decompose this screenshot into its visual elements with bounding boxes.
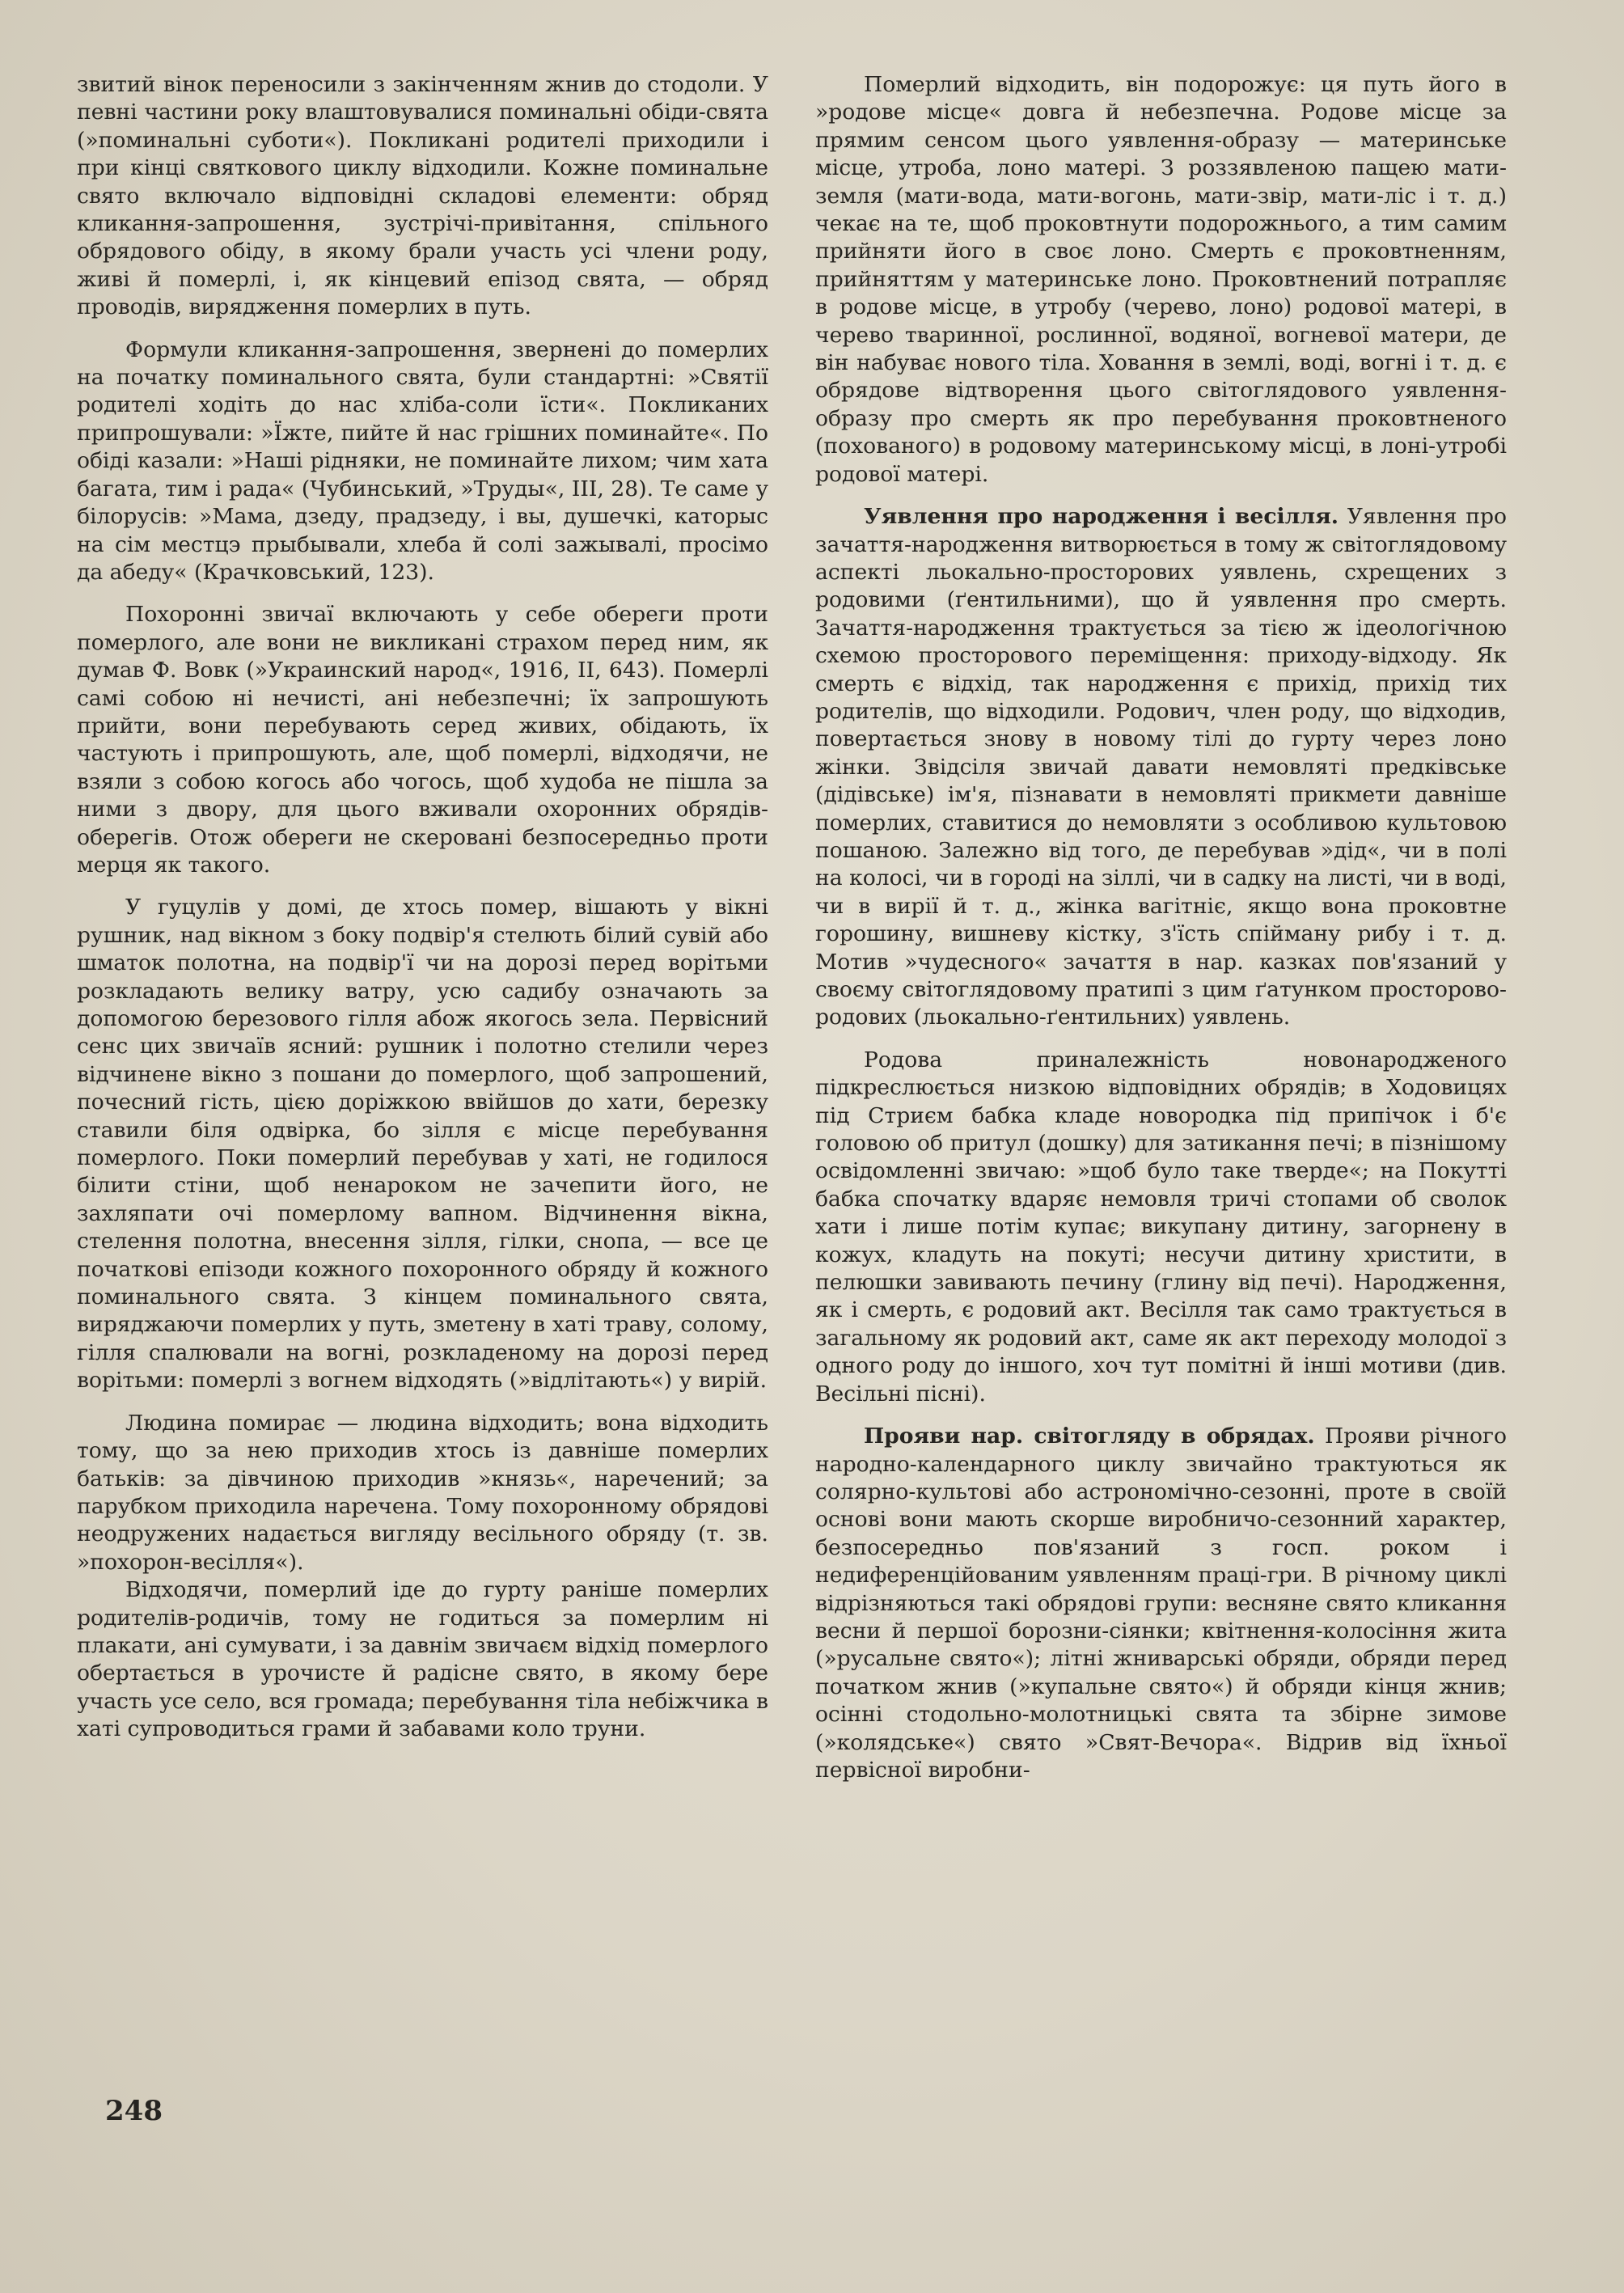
section-heading-birth-wedding: Уявлення про народження і весілля. bbox=[864, 504, 1339, 530]
right-paragraph-2: Уявлення про народження і весілля. Уявлення про зачаття-народження витворюється в тому ж світоглядовому аспекті льокально-просторових уявлень, схрещених з родовими (ґентильними), що й уявлення про смерть. Зачаття-народження трактується за тією ж ідеологічною схемою просторового переміщення: приходу-відходу. Як смерть є відхід, так народження є прихід, прихід тих родителів, що відходили. Родович, член роду, що відходив, повертається знову в новому тілі до гурту через лоно жінки. Звідсіля звичай давати немовляті предківське (дідівське) ім'я, пізнавати в немовляті прикмети давніше померлих, ставитися до немовляти з особливою культовою пошаною. Залежно від того, де перебував »дід«, чи в полі на колосі, чи в городі на зіллі, чи в садку на листі, чи в воді, чи в вирії й т. д., жінка вагітніє, якщо вона проковтне горошину, вишневу кістку, з'їсть спійману рибу і т. д. Мотив »чудесного« зачаття в нар. казках пов'язаний у своєму світоглядовому пратипі з цим ґатунком просторово-родових (льокально-ґентильних) уявлень. bbox=[815, 504, 1507, 1030]
left-paragraph-6: Відходячи, померлий іде до гурту раніше померлих родителів-родичів, тому не годиться за померлим ні плакати, ані сумувати, і за давнім звичаєм відхід померлого обертається в урочисте й радісне свято, в якому бере участь усе село, вся громада; перебування тіла небіжчика в хаті супроводиться грами й забавами коло труни. bbox=[77, 1577, 768, 1742]
right-paragraph-3: Родова приналежність новонародженого підкреслюється низкою відповідних обрядів; в Ходовицях під Стриєм бабка кладе новородка під припічок і б'є головою об притул (дошку) для затикання печі; в пізнішому освідомленні звичаю: »щоб було таке тверде«; на Покутті бабка спочатку вдаряє немовля тричі стопами об сволок хати і лише потім купає; викупану дитину, загорнену в кожух, кладуть на покуті; несучи дитину христити, в пелюшки завивають печину (глину від печі). Народження, як і смерть, є родовий акт. Весілля так само трактується в загальному як родовий акт, саме як акт переходу молодої з одного роду до іншого, хоч тут помітні й інші мотиви (див. Весільні пісні). bbox=[815, 1047, 1507, 1407]
left-paragraph-4: У гуцулів у домі, де хтось помер, вішають у вікні рушник, над вікном з боку подвір'я стелють білий сувій або шматок полотна, на подвір'ї чи на дорозі перед ворітьми розкладають велику ватру, усю садибу означають за допомогою березового гілля абож якогось зела. Первісний сенс цих звичаїв ясний: рушник і полотно стелили через відчинене вікно з пошани до померлого, щоб запрошений, почесний гість, цією доріжкою ввійшов до хати, березку ставили біля одвірка, бо зілля є місце перебування померлого. Поки померлий перебував у хаті, не годилося білити стіни, щоб ненароком не зачепити його, не захляпати очі померлому вапном. Відчинення вікна, стелення полотна, внесення зілля, гілки, снопа, — все це початкові епізоди кожного похоронного обряду й кожного поминального свята. З кінцем поминального свята, виряджаючи померлих у путь, зметену в хаті траву, солому, гілля спалювали на вогні, розкладеному на дорозі перед ворітьми: померлі з вогнем відходять (»відлітають«) у вирій. bbox=[77, 895, 768, 1394]
left-column bbox=[77, 71, 768, 1744]
page-number: 248 bbox=[105, 2095, 163, 2127]
section-heading-worldview-rituals: Прояви нар. світогляду в обрядах. bbox=[864, 1424, 1315, 1449]
left-paragraph-3: Похоронні звичаї включають у себе обереги проти померлого, але вони не викликані страхом перед ним, як думав Ф. Вовк (»Украинский народ«, 1916, II, 643). Померлі самі собою ні нечисті, ані небезпечні; їх запрошують прийти, вони перебувають серед живих, обідають, їх частують і припрошують, але, щоб померлі, відходячи, не взяли з собою когось або чогось, щоб худоба не пішла за ними з двору, для цього вживали охоронних обрядів-оберегів. Отож обереги не скеровані безпосередньо проти мерця як такого. bbox=[77, 602, 768, 878]
left-paragraph-2: Формули кликання-запрошення, звернені до померлих на початку поминального свята, були стандартні: »Святії родителі ходіть до нас хліба-соли їсти«. Покликаних припрошували: »Їжте, пийте й нас грішних поминайте«. По обіді казали: »Наші рідняки, не поминайте лихом; чим хата багата, тим і рада« (Чубинський, »Труды«, III, 28). Те саме у білорусів: »Мама, дзеду, прадзеду, і вы, душечкі, каторыс на сім местцэ прыбывали, хлеба й солі зажывалі, просімо да абеду« (Крачковський, 123). bbox=[77, 336, 768, 585]
right-paragraph-1: Померлий відходить, він подорожує: ця путь його в »родове місце« довга й небезпечна. Родове місце за прямим сенсом цього уявлення-образу — материнське місце, утроба, лоно матері. З роззявленою пащею мати-земля (мати-вода, мати-вогонь, мати-звір, мати-ліс і т. д.) чекає на те, щоб проковтнути подорожнього, а тим самим прийняти його в своє лоно. Смерть є проковтненням, прийняттям у материнське лоно. Проковтнений потрапляє в родове місце, в утробу (черево, лоно) родової матері, в черево тваринної, рослинної, водяної, вогневої матери, де він набуває нового тіла. Ховання в землі, воді, вогні і т. д. є обрядове відтворення цього світоглядового уявлення-образу про смерть як про перебування проковтненого (похованого) в родовому материнському місці, в лоні-утробі родової матері. bbox=[815, 72, 1507, 487]
left-paragraph-1: звитий вінок переносили з закінченням жнив до стодоли. У певні частини року влаштовувалися поминальні обіди-свята (»поминальні суботи«). Покликані родителі приходили і при кінці святкового циклу відходили. Кожне поминальне свято включало відповідні складові елементи: обряд кликання-запрошення, зустрічі-привітання, спільного обрядового обіду, в якому брали участь усі члени роду, живі й померлі, і, як кінцевий епізод свята, — обряд проводів, вирядження померлих в путь. bbox=[77, 72, 768, 320]
right-column bbox=[815, 71, 1507, 1784]
right-paragraph-4: Прояви нар. світогляду в обрядах. Прояви річного народно-календарного циклу звичайно трактуються як солярно-культові або астрономічно-сезонні, проте в своїй основі вони мають скорше виробничо-сезонний характер, безпосередньо пов'язаний з госп. роком і недиференційованим уявленням праці-гри. В річному циклі відрізняються такі обрядові групи: весняне свято кликання весни й першої борозни-сіянки; квітнення-колосіння жита (»русальне свято«); літні жниварські обряди, обряди перед початком жнив (»купальне свято«) й обряди кінця жнив; осінні стодольно-молотницькі свята та збірне зимове (»колядське«) свято »Свят-Вечора«. Відрив від їхньої первісної виробни- bbox=[815, 1424, 1507, 1783]
left-paragraph-5: Людина помирає — людина відходить; вона відходить тому, що за нею приходив хтось із давніше померлих батьків: за дівчиною приходив »князь«, наречений; за парубком приходила наречена. Тому похоронному обрядові неодружених надається вигляду весільного обряду (т. зв. »похорон-весілля«). bbox=[77, 1410, 768, 1575]
